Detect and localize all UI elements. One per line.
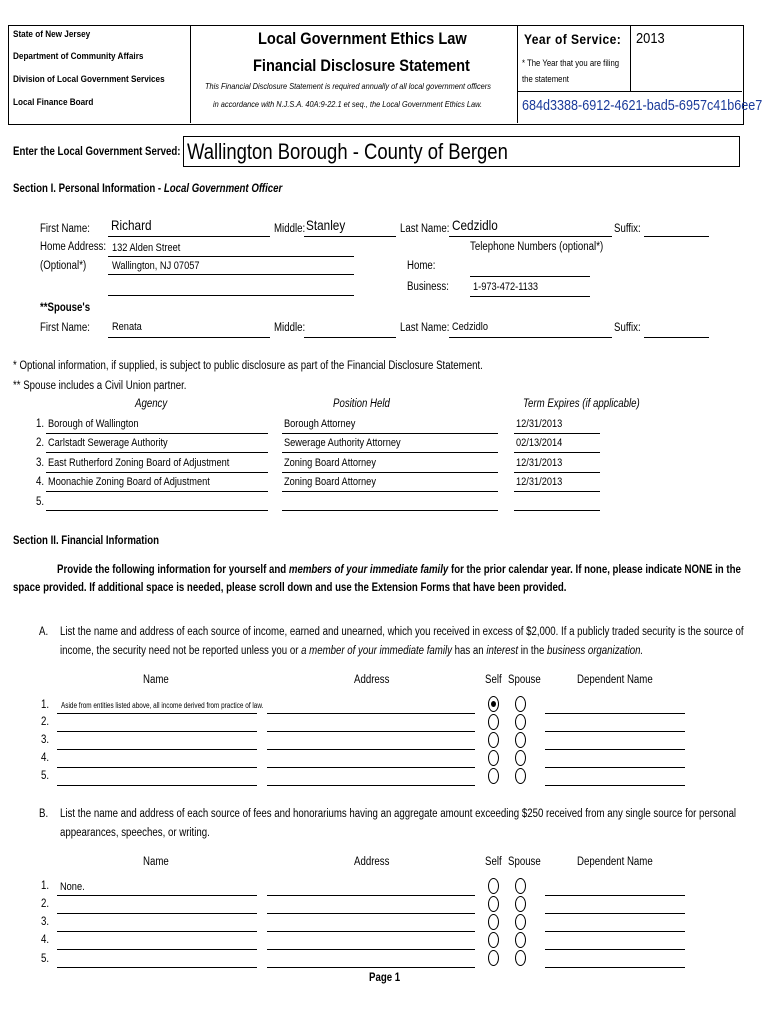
spouse-radio[interactable]	[515, 750, 526, 766]
agency-underline	[46, 433, 268, 434]
self-radio[interactable]	[488, 914, 499, 930]
header-divider	[517, 91, 742, 92]
middle-value[interactable]: Stanley	[306, 217, 346, 233]
gov-served-label: Enter the Local Government Served:	[13, 146, 181, 158]
part-b-text-2: appearances, speeches, or writing.	[60, 827, 210, 839]
term-value[interactable]: 12/31/2013	[516, 457, 563, 469]
agency-line: Department of Community Affairs	[13, 51, 144, 62]
position-underline	[282, 452, 498, 453]
term-value[interactable]: 02/13/2014	[516, 437, 563, 449]
term-field[interactable]	[514, 510, 600, 511]
spouse-middle-label: Middle:	[274, 322, 306, 334]
row-number: 2.	[36, 437, 45, 449]
spouse-last-underline	[449, 337, 612, 338]
address-line-1[interactable]: 132 Alden Street	[112, 242, 181, 254]
address-field[interactable]	[267, 767, 475, 768]
header-divider	[630, 25, 631, 91]
row-number: 1.	[41, 699, 50, 711]
row-number: 5.	[41, 770, 50, 782]
address-line-3[interactable]	[108, 295, 354, 296]
first-name-label: First Name:	[40, 223, 90, 235]
section-1-title	[13, 183, 282, 195]
position-field[interactable]	[282, 510, 498, 511]
section-1-title-text: Section I. Personal Information -	[13, 183, 164, 195]
spouse-suffix-label: Suffix:	[614, 322, 641, 334]
page-number: Page 1	[369, 972, 401, 984]
spouse-radio[interactable]	[515, 950, 526, 966]
row-number: 3.	[36, 457, 45, 469]
optional-label: (Optional*)	[40, 260, 87, 272]
spouse-middle-field[interactable]	[304, 337, 396, 338]
part-a-fragment: interest	[486, 645, 519, 657]
col-self: Self	[485, 674, 502, 686]
name-field[interactable]	[57, 931, 257, 932]
agency-line: Local Finance Board	[13, 97, 94, 108]
agency-underline	[46, 472, 268, 473]
agency-value[interactable]: Moonachie Zoning Board of Adjustment	[48, 476, 210, 488]
spouse-radio[interactable]	[515, 732, 526, 748]
address-field[interactable]	[267, 713, 475, 714]
home-address-label: Home Address:	[40, 241, 107, 253]
dependent-field[interactable]	[545, 785, 685, 786]
part-a-text-2	[60, 645, 643, 657]
first-name-underline	[108, 236, 270, 237]
section-2-title: Section II. Financial Information	[13, 535, 160, 547]
spouse-last-value[interactable]: Cedzidlo	[452, 321, 488, 333]
name-field[interactable]	[57, 731, 257, 732]
term-value[interactable]: 12/31/2013	[516, 476, 563, 488]
self-radio[interactable]	[488, 896, 499, 912]
row-number: 2.	[41, 716, 50, 728]
part-a-letter: A.	[39, 626, 49, 638]
year-value[interactable]: 2013	[636, 30, 665, 47]
self-radio[interactable]	[488, 950, 499, 966]
gov-served-value: Wallington Borough - County of Bergen	[187, 139, 508, 164]
business-phone-underline	[470, 296, 590, 297]
position-value[interactable]: Zoning Board Attorney	[284, 476, 376, 488]
position-underline	[282, 491, 498, 492]
address-field[interactable]	[267, 949, 475, 950]
position-value[interactable]: Sewerage Authority Attorney	[284, 437, 401, 449]
position-value[interactable]: Zoning Board Attorney	[284, 457, 376, 469]
name-underline	[57, 895, 257, 896]
intro-text: Provide the following information for yourself and	[57, 564, 289, 576]
row-number: 5.	[36, 496, 45, 508]
part-a-fragment: a member of your immediate family	[301, 645, 452, 657]
agency-value[interactable]: Borough of Wallington	[48, 418, 139, 430]
form-subtitle: Financial Disclosure Statement	[253, 56, 470, 75]
spouse-radio[interactable]	[515, 878, 526, 894]
address-field[interactable]	[267, 967, 475, 968]
last-name-underline	[449, 236, 612, 237]
home-phone-label: Home:	[407, 260, 436, 272]
name-field[interactable]	[57, 949, 257, 950]
year-note: the statement	[522, 74, 569, 84]
dependent-field[interactable]	[545, 895, 685, 896]
col-position: Position Held	[333, 398, 390, 410]
row-number: 4.	[36, 476, 45, 488]
self-radio[interactable]	[488, 696, 499, 712]
spouse-label-text: **Spouse's	[40, 302, 91, 314]
name-field[interactable]	[57, 785, 257, 786]
spouse-radio[interactable]	[515, 896, 526, 912]
header-note: This Financial Disclosure Statement is required annually of all local government officers	[205, 81, 491, 91]
self-radio[interactable]	[488, 750, 499, 766]
col-dependent: Dependent Name	[577, 674, 653, 686]
footnote: * Optional information, if supplied, is subject to public disclosure as part of the Financial Disclosure Statement.	[13, 360, 483, 372]
part-b-text: List the name and address of each source of fees and honorariums having an aggregate amount exceeding $250 received from any single source for personal	[60, 808, 737, 820]
self-radio[interactable]	[488, 768, 499, 784]
middle-label: Middle:	[274, 223, 306, 235]
col-self: Self	[485, 856, 502, 868]
spouse-radio[interactable]	[515, 714, 526, 730]
row-number: 1.	[41, 880, 50, 892]
address-underline	[108, 256, 354, 257]
position-underline	[282, 433, 498, 434]
address-field[interactable]	[267, 931, 475, 932]
dependent-field[interactable]	[545, 749, 685, 750]
agency-field[interactable]	[46, 510, 268, 511]
self-radio[interactable]	[488, 732, 499, 748]
part-a-fragment: has an	[451, 645, 487, 657]
dependent-field[interactable]	[545, 913, 685, 914]
part-a-fragment: income, the security need not be reported unless you or	[60, 645, 302, 657]
row-number: 5.	[41, 953, 50, 965]
term-underline	[514, 433, 600, 434]
spouse-first-value[interactable]: Renata	[112, 321, 142, 333]
dependent-field[interactable]	[545, 713, 685, 714]
term-underline	[514, 472, 600, 473]
part-a-text: List the name and address of each source of income, earned and unearned, which you received in excess of $2,000. If a publicly traded security is the source of	[60, 626, 744, 638]
document-id: 684d3388-6912-4621-bad5-6957c41b6ee7	[522, 97, 763, 114]
agency-value[interactable]: East Rutherford Zoning Board of Adjustment	[48, 457, 230, 469]
income-name[interactable]: Aside from entities listed above, all income derived from practice of law.	[61, 701, 264, 710]
spouse-first-underline	[108, 337, 270, 338]
row-number: 2.	[41, 898, 50, 910]
section-1-title-officer: Local Government Officer	[163, 183, 283, 195]
agency-underline	[46, 491, 268, 492]
dependent-field[interactable]	[545, 967, 685, 968]
dependent-field[interactable]	[545, 949, 685, 950]
agency-value[interactable]: Carlstadt Sewerage Authority	[48, 437, 168, 449]
dependent-field[interactable]	[545, 731, 685, 732]
spouse-radio[interactable]	[515, 768, 526, 784]
fees-name[interactable]: None.	[60, 881, 85, 893]
section-2-intro	[57, 564, 741, 576]
spouse-label	[40, 302, 90, 314]
home-phone-field[interactable]	[470, 276, 590, 277]
row-number: 3.	[41, 916, 50, 928]
section-2-intro-2: space provided. If additional space is needed, please scroll down and use the Extension Forms that have been provided.	[13, 582, 567, 594]
business-phone-value[interactable]: 1-973-472-1133	[473, 281, 539, 293]
address-field[interactable]	[267, 785, 475, 786]
row-number: 3.	[41, 734, 50, 746]
dependent-field[interactable]	[545, 931, 685, 932]
agency-line: Division of Local Government Services	[13, 74, 165, 85]
col-dependent: Dependent Name	[577, 856, 653, 868]
agency-underline	[46, 452, 268, 453]
header-note: in accordance with N.J.S.A. 40A:9-22.1 et seq., the Local Government Ethics Law.	[213, 99, 483, 109]
form-title: Local Government Ethics Law	[258, 29, 467, 48]
spouse-radio[interactable]	[515, 696, 526, 712]
spouse-radio[interactable]	[515, 932, 526, 948]
col-spouse: Spouse	[508, 674, 541, 686]
col-name: Name	[143, 856, 169, 868]
part-a-fragment: business organization.	[547, 645, 644, 657]
name-field[interactable]	[57, 749, 257, 750]
part-a-fragment: in the	[518, 645, 548, 657]
term-value[interactable]: 12/31/2013	[516, 418, 563, 430]
term-underline	[514, 491, 600, 492]
agency-line: State of New Jersey	[13, 29, 91, 40]
row-number: 4.	[41, 934, 50, 946]
intro-text: for the prior calendar year. If none, please indicate NONE in the	[448, 564, 741, 576]
name-field[interactable]	[57, 967, 257, 968]
spouse-first-label: First Name:	[40, 322, 90, 334]
col-name: Name	[143, 674, 169, 686]
term-underline	[514, 452, 600, 453]
address-field[interactable]	[267, 731, 475, 732]
last-name-label: Last Name:	[400, 223, 450, 235]
header-divider	[517, 25, 518, 123]
business-phone-label: Business:	[407, 281, 449, 293]
first-name-value[interactable]: Richard	[111, 217, 152, 233]
col-spouse: Spouse	[508, 856, 541, 868]
name-field[interactable]	[57, 913, 257, 914]
spouse-suffix-field[interactable]	[644, 337, 709, 338]
address-field[interactable]	[267, 895, 475, 896]
spouse-radio[interactable]	[515, 914, 526, 930]
footnote: ** Spouse includes a Civil Union partner.	[13, 380, 187, 392]
self-radio[interactable]	[488, 932, 499, 948]
year-label: Year of Service:	[524, 31, 622, 47]
address-field[interactable]	[267, 749, 475, 750]
address-line-2[interactable]: Wallington, NJ 07057	[112, 260, 200, 272]
spouse-last-label: Last Name:	[400, 322, 450, 334]
year-note: * The Year that you are filing	[522, 58, 620, 68]
name-underline	[57, 713, 257, 714]
suffix-label: Suffix:	[614, 223, 641, 235]
row-number: 4.	[41, 752, 50, 764]
dependent-field[interactable]	[545, 767, 685, 768]
name-field[interactable]	[57, 767, 257, 768]
part-b-letter: B.	[39, 808, 49, 820]
position-value[interactable]: Borough Attorney	[284, 418, 356, 430]
last-name-value[interactable]: Cedzidlo	[452, 217, 498, 233]
col-address: Address	[354, 856, 390, 868]
self-radio[interactable]	[488, 878, 499, 894]
header-divider	[190, 25, 191, 123]
col-agency: Agency	[135, 398, 168, 410]
col-address: Address	[354, 674, 390, 686]
middle-underline	[304, 236, 396, 237]
row-number: 1.	[36, 418, 45, 430]
col-term: Term Expires (if applicable)	[523, 398, 640, 410]
address-field[interactable]	[267, 913, 475, 914]
suffix-field[interactable]	[644, 236, 709, 237]
phone-heading: Telephone Numbers (optional*)	[470, 241, 604, 253]
radio-selected-dot	[491, 701, 496, 707]
address-underline	[108, 274, 354, 275]
position-underline	[282, 472, 498, 473]
self-radio[interactable]	[488, 714, 499, 730]
intro-emphasis: members of your immediate family	[288, 564, 449, 576]
